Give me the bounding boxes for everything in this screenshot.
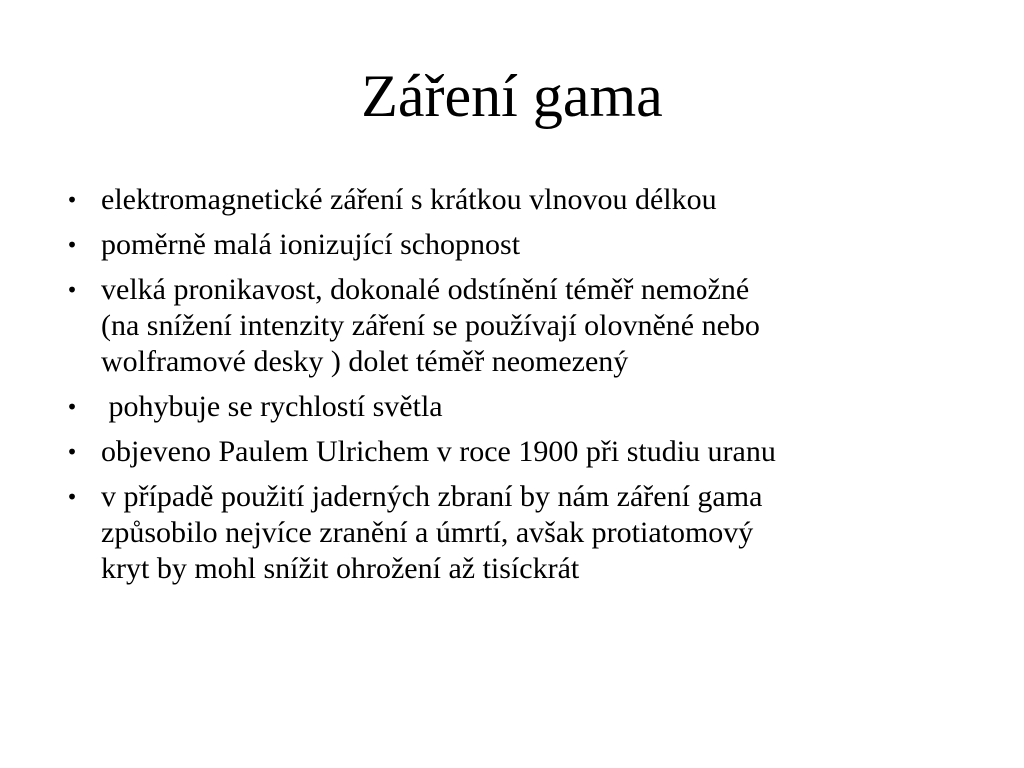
bullet-item — [62, 272, 962, 380]
bullet-text: elektromagnetické záření s krátkou vlnovou délkou — [101, 183, 717, 216]
bullet-dot-icon: • — [66, 485, 78, 509]
bullet-dot-icon: • — [66, 278, 78, 302]
bullet-list — [62, 182, 962, 596]
bullet-item — [62, 434, 962, 470]
bullet-dot-icon: • — [66, 188, 78, 212]
bullet-text: poměrně malá ionizující schopnost — [101, 228, 521, 261]
bullet-item — [62, 389, 962, 425]
bullet-dot-icon: • — [66, 440, 78, 464]
bullet-item — [62, 182, 962, 218]
bullet-text: v případě použití jaderných zbraní by nám záření gama způsobilo nejvíce zranění a úmrtí, avšak protiatomový kryt by mohl snížit ohrožení až tisíckrát — [101, 480, 763, 585]
bullet-text: pohybuje se rychlostí světla — [101, 390, 443, 423]
bullet-item — [62, 227, 962, 263]
slide-title: Záření gama — [361, 63, 663, 129]
bullet-dot-icon: • — [66, 395, 78, 419]
bullet-text: velká pronikavost, dokonalé odstínění téměř nemožné (na snížení intenzity záření se používají olovněné nebo wolframové desky ) dolet téměř neomezený — [101, 273, 760, 378]
bullet-text: objeveno Paulem Ulrichem v roce 1900 při studiu uranu — [101, 435, 776, 468]
bullet-dot-icon: • — [66, 233, 78, 257]
bullet-item — [62, 479, 962, 587]
